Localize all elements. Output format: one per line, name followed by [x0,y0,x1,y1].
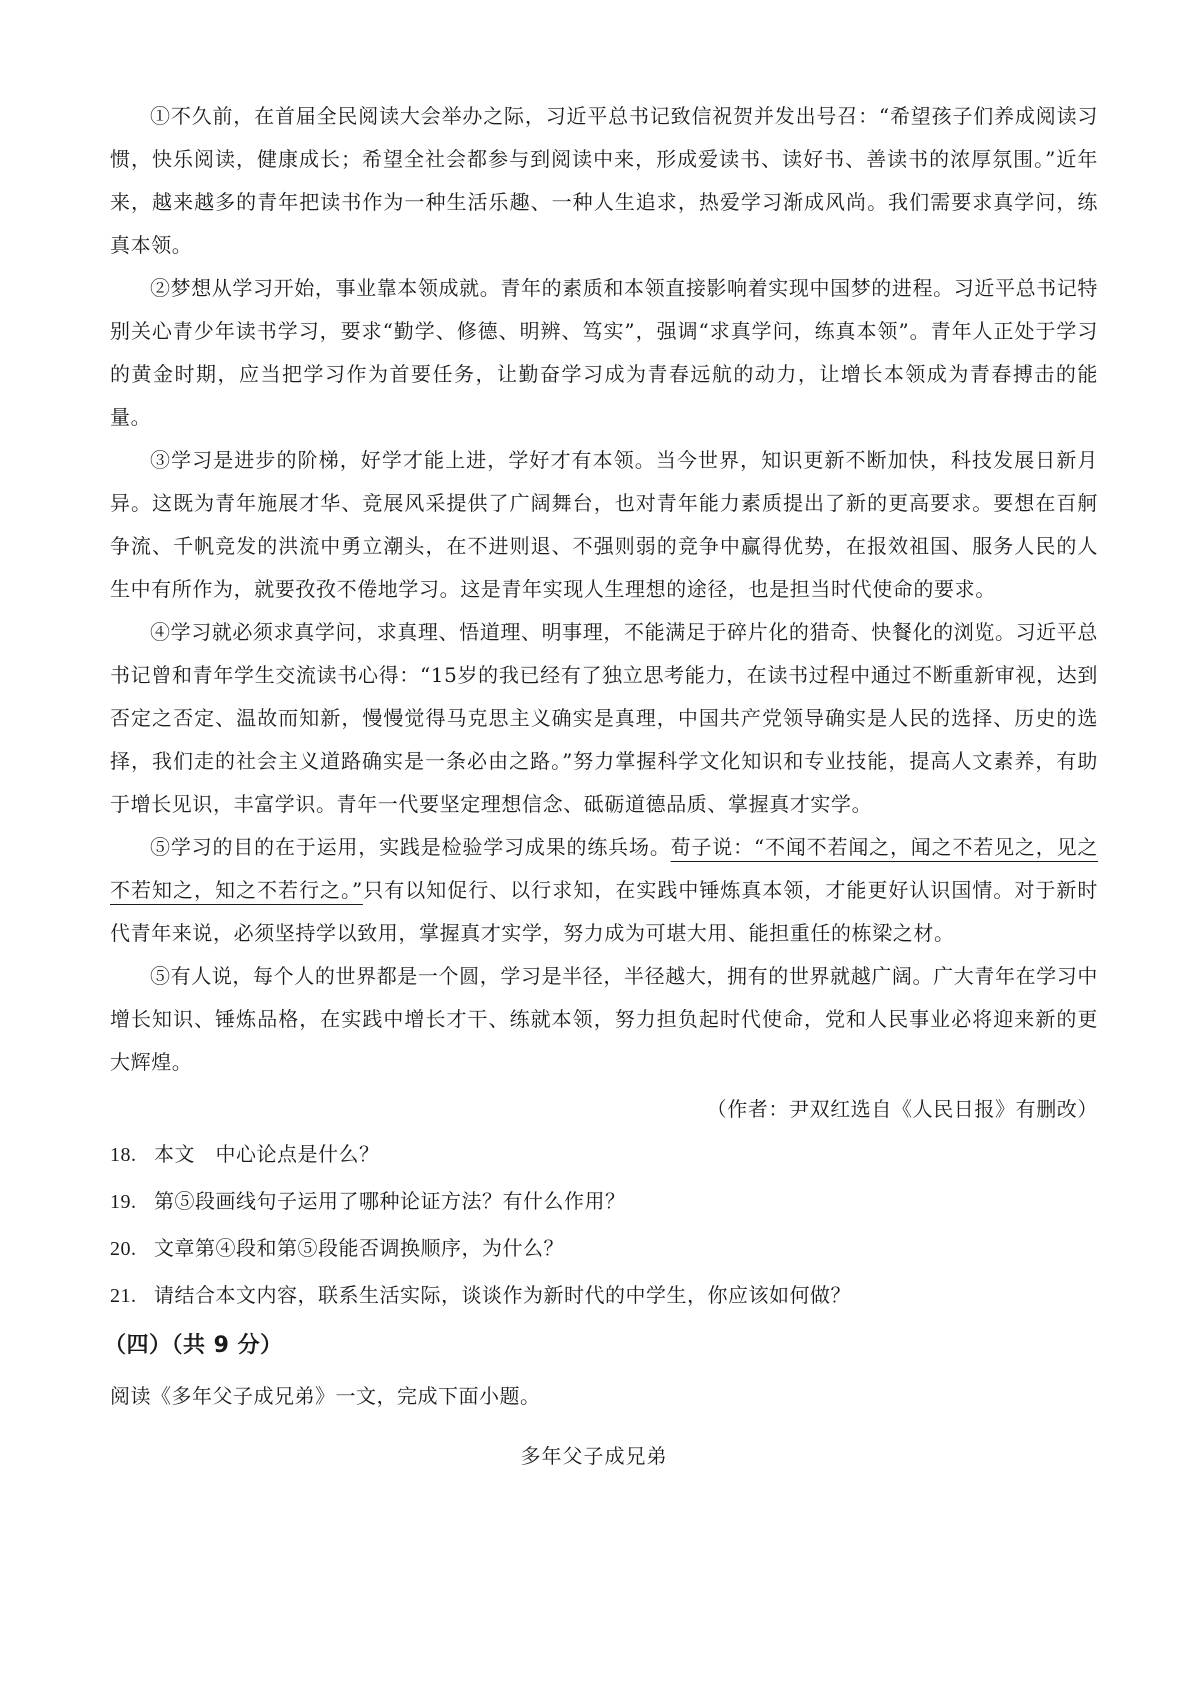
next-article-title: 多年父子成兄弟 [520,1444,668,1468]
source-attribution: （作者：尹双红选自《人民日报》有删改） [706,1097,1098,1121]
question-item [110,1178,1098,1225]
document-page [104,95,1099,1479]
paragraph-6: ⑤有人说，每个人的世界都是一个圆，学习是半径，半径越大，拥有的世界就越广阔。广大青年在学习中增长知识、锤炼品格，在实践中增长才干、练就本领，努力担负起时代使命，党和人民事业必将迎来新的更大辉煌。 [110,964,1098,1074]
reading-instruction: 阅读《多年父子成兄弟》一文，完成下面小题。 [110,1384,541,1408]
paragraph-5-lead: ⑤学习的目的在于运用，实践是检验学习成果的练兵场。 [150,835,671,859]
underlined-quote: 荀子说：“不闻不若闻之，闻之不若见之，见之不若知之，知之不若行之。” [110,835,1099,902]
question-number: 19. [110,1191,137,1213]
question-item [110,1272,1098,1319]
question-text: 本文 中心论点是什么？ [154,1142,380,1166]
paragraph-5 [110,826,1098,955]
question-text: 文章第④段和第⑤段能否调换顺序，为什么？ [154,1236,564,1260]
paragraph-4: ④学习就必须求真学问，求真理、悟道理、明事理，不能满足于碎片化的猎奇、快餐化的浏览。习近平总书记曾和青年学生交流读书心得：“15岁的我已经有了独立思考能力，在读书过程中通过不断重新审视，达到否定之否定、温故而知新，慢慢觉得马克思主义确实是真理，中国共产党领导确实是人民的选择、历史的选择，我们走的社会主义道路确实是一条必由之路。”努力掌握科学文化知识和专业技能，提高人文素养，有助于增长见识，丰富学识。青年一代要坚定理想信念、砥砺道德品质、掌握真才实学。 [110,620,1098,816]
question-text: 第⑤段画线句子运用了哪种论证方法？有什么作用？ [154,1189,626,1213]
paragraph-3: ③学习是进步的阶梯，好学才能上进，学好才有本领。当今世界，知识更新不断加快，科技发展日新月异。这既为青年施展才华、竞展风采提供了广阔舞台，也对青年能力素质提出了新的更高要求。要想在百舸争流、千帆竞发的洪流中勇立潮头，在不进则退、不强则弱的竞争中赢得优势，在报效祖国、服务人民的人生中有所作为，就要孜孜不倦地学习。这是青年实现人生理想的途径，也是担当时代使命的要求。 [110,448,1098,601]
question-number: 21. [110,1285,137,1307]
question-item [110,1225,1098,1272]
question-item [110,1131,1098,1178]
section-heading: （四）（共 9 分） [104,1333,283,1358]
question-number: 20. [110,1238,137,1260]
question-text: 请结合本文内容，联系生活实际，谈谈作为新时代的中学生，你应该如何做？ [154,1283,851,1307]
paragraph-5-rest: 只有以知促行、以行求知，在实践中锤炼真本领，才能更好认识国情。对于新时代青年来说，必须坚持学以致用，掌握真才实学，努力成为可堪大用、能担重任的栋梁之材。 [110,878,1098,945]
paragraph-2: ②梦想从学习开始，事业靠本领成就。青年的素质和本领直接影响着实现中国梦的进程。习近平总书记特别关心青少年读书学习，要求“勤学、修德、明辨、笃实”，强调“求真学问，练真本领”。青年人正处于学习的黄金时期，应当把学习作为首要任务，让勤奋学习成为青春远航的动力，让增长本领成为青春搏击的能量。 [110,276,1098,429]
paragraph-1: ①不久前，在首届全民阅读大会举办之际，习近平总书记致信祝贺并发出号召：“希望孩子们养成阅读习惯，快乐阅读，健康成长；希望全社会都参与到阅读中来，形成爱读书、读好书、善读书的浓厚氛围。”近年来，越来越多的青年把读书作为一种生活乐趣、一种人生追求，热爱学习渐成风尚。我们需要求真学问，练真本领。 [110,104,1098,257]
question-number: 18. [110,1144,137,1166]
question-list [110,1131,1098,1319]
